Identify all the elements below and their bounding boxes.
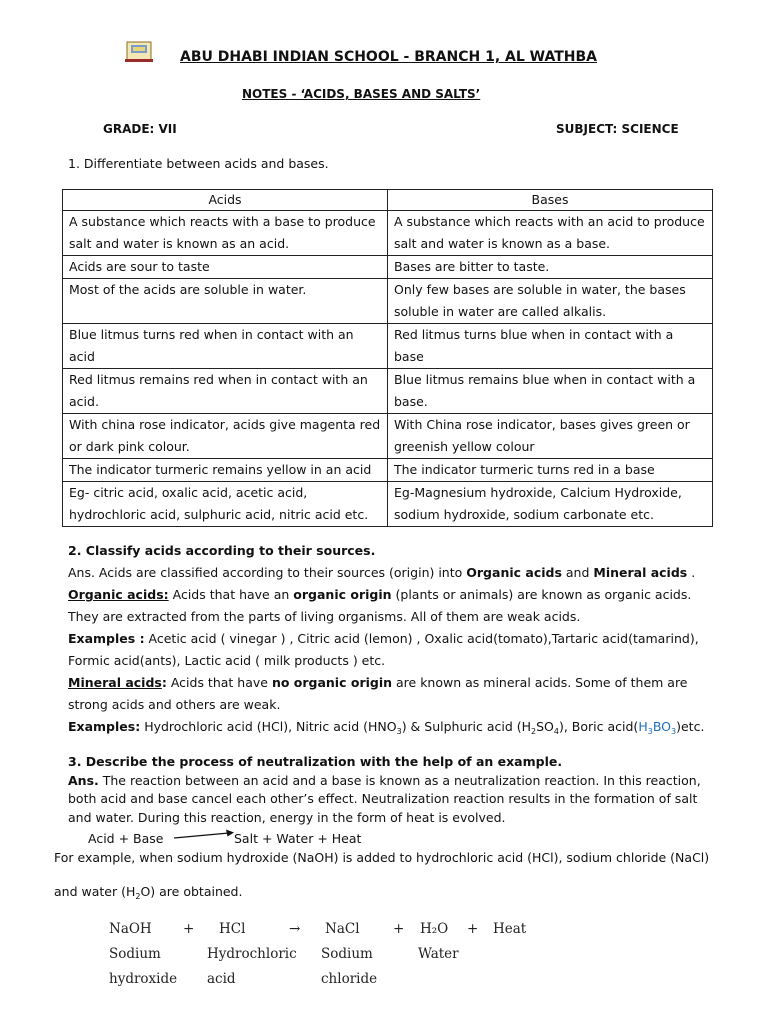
- table-cell: A substance which reacts with a base to produce salt and water is known as an acid.: [63, 211, 388, 256]
- mineral-examples: Examples: Hydrochloric acid (HCl), Nitric acid $(HNO_3)$ & Sulphuric acid $(H_2SO_4)$, Boric $acid(H_3BO_3)etc$.: [68, 719, 705, 736]
- table-row: [63, 211, 713, 256]
- reaction-term: +: [393, 921, 405, 937]
- school-logo: [124, 40, 154, 64]
- reaction-name: Water: [418, 946, 459, 962]
- reaction-term: →: [289, 921, 301, 937]
- table-row: [63, 279, 713, 324]
- table-cell: Blue litmus remains blue when in contact with a base.: [388, 369, 713, 414]
- acids-bases-table: [62, 189, 713, 527]
- reaction-term: +: [467, 921, 479, 937]
- table-cell: Blue litmus turns red when in contact with an acid: [63, 324, 388, 369]
- reaction-name: Hydrochloric: [207, 946, 297, 962]
- question-2: 2. Classify acids according to their sources.: [68, 543, 376, 558]
- organic-acids-label: Organic acids:: [68, 587, 169, 602]
- reaction-term: NaOH: [109, 921, 152, 937]
- table-cell: Bases are bitter to taste.: [388, 256, 713, 279]
- reaction-term: Heat: [493, 921, 527, 937]
- mineral-acids-label: Mineral acids: [68, 675, 162, 690]
- table-cell: With china rose indicator, acids give magenta red or dark pink colour.: [63, 414, 388, 459]
- boric-formula: $H_3BO_3$: [638, 719, 677, 736]
- column-header-acids: Acids: [63, 190, 388, 211]
- table-cell: The indicator turmeric turns red in a base: [388, 459, 713, 482]
- reaction-name: Sodium: [109, 946, 161, 962]
- table-row: [63, 459, 713, 482]
- equation-products: Salt + Water + Heat: [234, 831, 362, 846]
- table-row: [63, 482, 713, 527]
- reaction-name: acid: [207, 971, 236, 987]
- grade-label: GRADE: VII: [103, 122, 177, 136]
- organic-acids-paragraph: Organic acids: Acids that have an organic origin (plants or animals) are known as organic acids. They are extracted from the parts of living organisms. All of them are weak acids.: [68, 587, 692, 624]
- table-cell: Acids are sour to taste: [63, 256, 388, 279]
- table-cell: Red litmus remains red when in contact with an acid.: [63, 369, 388, 414]
- table-row: [63, 369, 713, 414]
- subject-label: SUBJECT: SCIENCE: [556, 122, 679, 136]
- section-3: [68, 753, 718, 827]
- reaction-term: +: [183, 921, 195, 937]
- equation-reactants: Acid + Base: [88, 831, 164, 846]
- reaction-term: NaCl: [325, 921, 360, 937]
- question-3: 3. Describe the process of neutralization with the help of an example.: [68, 754, 563, 769]
- table-row: [63, 324, 713, 369]
- reaction-term: HCl: [219, 921, 246, 937]
- reaction-name: Sodium: [321, 946, 373, 962]
- table-cell: Eg- citric acid, oxalic acid, acetic acid, hydrochloric acid, sulphuric acid, nitric acid etc.: [63, 482, 388, 527]
- notes-title: NOTES - ‘ACIDS, BASES AND SALTS’: [242, 87, 481, 101]
- mineral-acids-paragraph: Mineral acids: Acids that have no organic origin are known as mineral acids. Some of them are strong acids and others are weak.: [68, 675, 688, 712]
- example-text: For example, when sodium hydroxide (NaOH) is added to hydrochloric acid (HCl), sodium chloride (NaCl): [54, 850, 710, 865]
- section-2: [68, 540, 718, 738]
- table-row: [63, 414, 713, 459]
- table-header-row: [63, 190, 713, 211]
- table-cell: Red litmus turns blue when in contact with a base: [388, 324, 713, 369]
- table-cell: The indicator turmeric remains yellow in an acid: [63, 459, 388, 482]
- table-cell: Most of the acids are soluble in water.: [63, 279, 388, 324]
- table-cell: Only few bases are soluble in water, the bases soluble in water are called alkalis.: [388, 279, 713, 324]
- reaction-term: H₂O: [420, 921, 449, 937]
- question-1: 1. Differentiate between acids and bases.: [68, 156, 329, 171]
- obtained-text: and water $(H_2O)$ are obtained.: [54, 884, 243, 901]
- reaction-name: hydroxide: [109, 971, 178, 987]
- table-cell: Eg-Magnesium hydroxide, Calcium Hydroxide, sodium hydroxide, sodium carbonate etc.: [388, 482, 713, 527]
- word-equation: [88, 829, 388, 849]
- answer-2: Ans. Acids are classified according to their sources (origin) into Organic acids and Mineral acids .: [68, 565, 696, 580]
- answer-3: Ans. The reaction between an acid and a base is known as a neutralization reaction. In this reaction, both acid and base cancel each other’s effect. Neutralization reaction results in the formation of salt and water. During this reaction, energy in the form of heat is evolved.: [68, 772, 701, 825]
- arrow-icon: [173, 829, 235, 841]
- school-name: ABU DHABI INDIAN SCHOOL - BRANCH 1, AL WATHBA: [180, 49, 597, 65]
- column-header-bases: Bases: [388, 190, 713, 211]
- table-row: [63, 256, 713, 279]
- table-cell: With China rose indicator, bases gives green or greenish yellow colour: [388, 414, 713, 459]
- reaction-name: chloride: [321, 971, 378, 987]
- organic-examples: Examples : Acetic acid ( vinegar ) , Citric acid (lemon) , Oxalic acid(tomato),Tartaric acid(tamarind), Formic acid(ants), Lactic acid ( milk products ) etc.: [68, 631, 699, 668]
- reaction-equation-image: [107, 915, 527, 993]
- table-cell: A substance which reacts with an acid to produce salt and water is known as a base.: [388, 211, 713, 256]
